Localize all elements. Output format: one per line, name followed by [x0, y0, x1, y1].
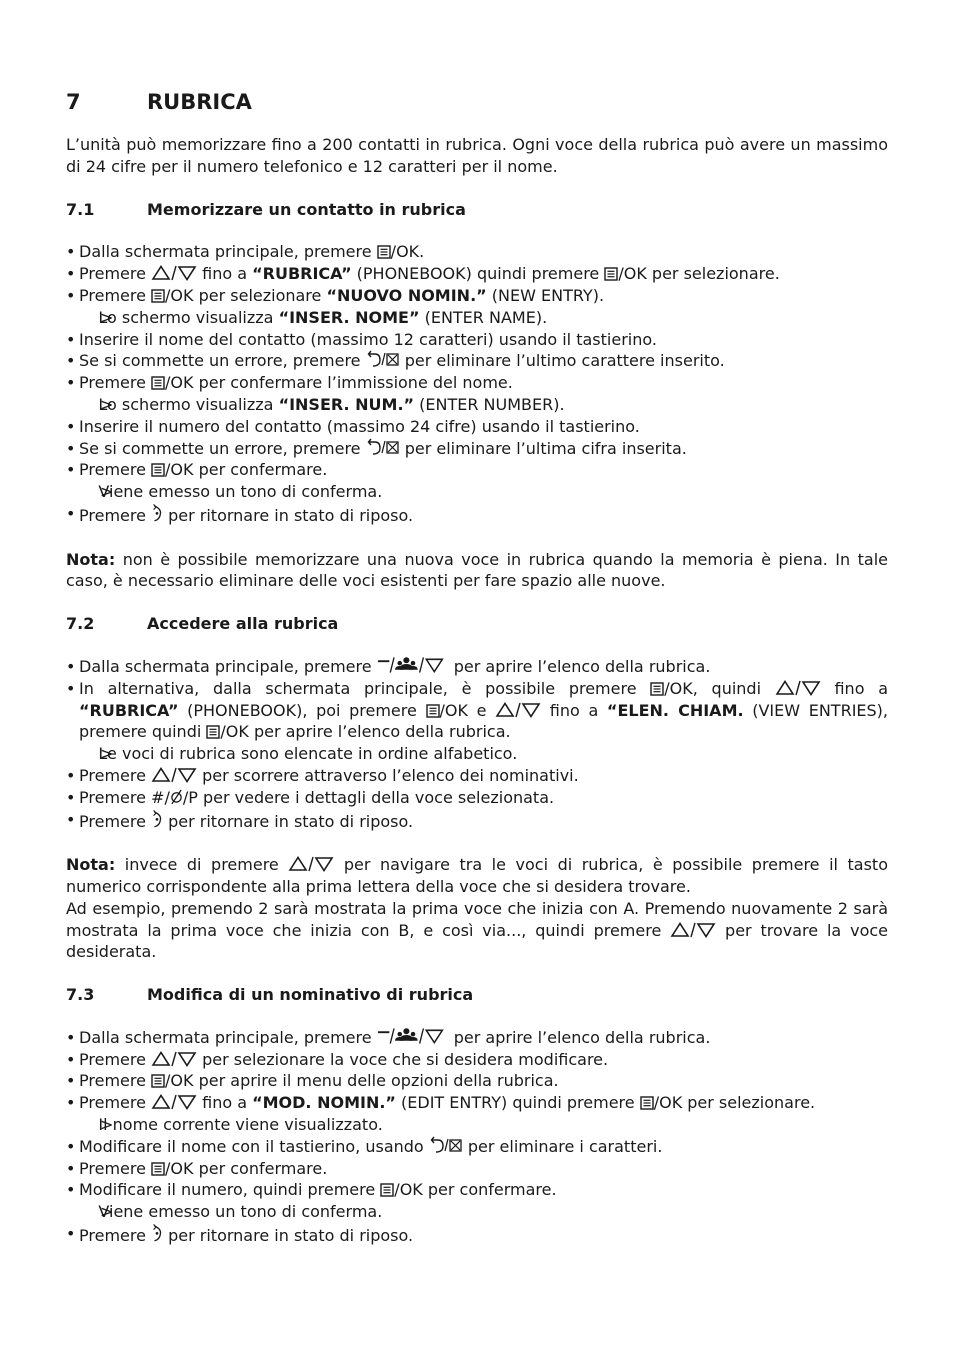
section-number: 7.2 — [66, 614, 95, 634]
menu-icon — [151, 463, 165, 477]
step-text: (NEW ENTRY). — [486, 285, 605, 305]
note-label: Nota: — [66, 549, 116, 569]
menu-icon — [640, 1096, 654, 1110]
list-item — [66, 263, 888, 285]
list-item — [66, 438, 888, 460]
step-text: Inserire il nome del contatto (massimo 12 caratteri) usando il tastierino. — [79, 329, 657, 349]
list-item — [66, 1070, 888, 1092]
step-text: Il nome corrente viene visualizzato. — [98, 1115, 383, 1135]
step-text: /OK per confermare. — [165, 460, 328, 480]
list-item — [66, 765, 888, 787]
step-text: Premere — [79, 765, 152, 785]
step-text: per eliminare i caratteri. — [462, 1136, 663, 1156]
step-text: per aprire l’elenco della rubrica. — [448, 656, 711, 676]
list-item — [66, 285, 888, 307]
step-text: Modificare il nome con il tastierino, usando — [79, 1136, 429, 1156]
step-text: /OK per confermare. — [394, 1180, 557, 1200]
step-text: /OK per selezionare — [165, 285, 327, 305]
list-item — [66, 1092, 888, 1114]
hash-key-label: #/ — [151, 787, 170, 807]
list-item — [66, 656, 888, 678]
end-call-icon — [151, 809, 163, 829]
note-text: Ad esempio, premendo 2 sarà mostrata la prima voce che inizia con A. Premendo nuovamente 2 sarà mostrata la prima voce che inizia con B, e così via..., quindi premere — [66, 898, 888, 940]
keyword: “ELEN. CHIAM. — [606, 700, 744, 720]
page-content — [66, 88, 888, 1247]
menu-icon — [650, 682, 664, 696]
keyword: “NUOVO NOMIN.” — [326, 285, 487, 305]
step-text: Se si commette un errore, premere — [79, 351, 366, 371]
section-number: 7.3 — [66, 985, 95, 1005]
up-down-icon — [151, 1051, 197, 1067]
chapter-number: 7 — [66, 90, 81, 114]
step-text: per aprire l’elenco della rubrica. — [448, 1027, 711, 1047]
menu-icon — [151, 1162, 165, 1176]
step-text: Inserire il numero del contatto (massimo 24 cifre) usando il tastierino. — [79, 416, 640, 436]
section-title: Modifica di un nominativo di rubrica — [147, 985, 474, 1005]
step-text: Dalla schermata principale, premere — [79, 656, 377, 676]
section-title: Accedere alla rubrica — [147, 614, 339, 634]
up-down-icon — [151, 767, 197, 783]
list-item — [66, 350, 888, 372]
menu-icon — [151, 1074, 165, 1088]
list-item — [66, 329, 888, 351]
up-down-icon — [495, 702, 541, 718]
menu-icon — [604, 267, 618, 281]
step-text: (PHONEBOOK) quindi premere — [351, 264, 605, 284]
step-text: Se si commette un errore, premere — [79, 438, 366, 458]
list-item — [66, 1027, 888, 1049]
keyword: “RUBRICA” — [79, 700, 179, 720]
step-text: fino a — [197, 264, 253, 284]
step-text: /OK per aprire l’elenco della rubrica. — [220, 722, 511, 742]
note-label: Nota: — [66, 855, 116, 875]
up-down-icon — [775, 680, 821, 696]
step-text: Viene emesso un tono di conferma. — [98, 1202, 383, 1222]
list-item — [66, 241, 888, 263]
step-text: /OK per confermare. — [165, 1158, 328, 1178]
step-text: Premere — [79, 505, 152, 525]
step-text: /OK per aprire il menu delle opzioni della rubrica. — [165, 1071, 559, 1091]
steps-list-7-1 — [66, 241, 888, 526]
step-text: Premere — [79, 787, 152, 807]
section-heading-7-3 — [66, 984, 888, 1006]
step-text: per ritornare in stato di riposo. — [163, 811, 414, 831]
up-down-icon — [151, 1094, 197, 1110]
step-text: /OK. — [390, 242, 425, 262]
note-text: per trovare la voce desiderata. — [66, 920, 888, 962]
menu-icon — [380, 1183, 394, 1197]
step-text: Lo schermo visualizza — [98, 307, 279, 327]
up-down-icon — [288, 856, 334, 872]
menu-icon — [377, 245, 391, 259]
phonebook-key-icon — [377, 656, 449, 674]
step-text: Premere — [79, 264, 152, 284]
mute-icon — [170, 788, 183, 805]
step-text: per ritornare in stato di riposo. — [163, 1226, 414, 1246]
section-heading-7-1 — [66, 199, 888, 221]
list-item — [66, 678, 888, 743]
step-text: (ENTER NUMBER). — [414, 394, 565, 414]
note-7-1 — [66, 549, 888, 593]
chapter-heading — [66, 88, 888, 116]
section-number: 7.1 — [66, 199, 95, 219]
list-item — [66, 416, 888, 438]
step-text: /OK e — [439, 700, 496, 720]
list-item — [66, 1136, 888, 1158]
chapter-title: RUBRICA — [147, 90, 252, 114]
up-down-icon — [151, 265, 197, 281]
step-text: per selezionare la voce che si desidera modificare. — [197, 1049, 609, 1069]
list-subitem — [66, 743, 888, 765]
keyword: “INSER. NUM.” — [278, 394, 415, 414]
list-item — [66, 809, 888, 833]
step-text: (ENTER NAME). — [419, 307, 548, 327]
back-delete-icon — [366, 350, 400, 368]
section-title: Memorizzare un contatto in rubrica — [147, 199, 466, 219]
note-7-2 — [66, 854, 888, 898]
menu-icon — [151, 376, 165, 390]
back-delete-icon — [429, 1136, 463, 1154]
phonebook-key-icon — [377, 1027, 449, 1045]
note-text: per navigare tra le voci di rubrica, è possibile premere il tasto numerico corrispondente alla prima lettera della voce che si desidera trovare. — [66, 855, 888, 896]
keyword: “MOD. NOMIN.” — [252, 1093, 396, 1113]
keyword: “RUBRICA” — [252, 264, 352, 284]
back-delete-icon — [366, 438, 400, 456]
menu-icon — [426, 704, 440, 718]
list-item — [66, 459, 888, 481]
steps-list-7-3 — [66, 1027, 888, 1247]
list-subitem — [66, 1201, 888, 1223]
step-text: Premere — [79, 1226, 152, 1246]
keyword: “INSER. NOME” — [278, 307, 420, 327]
end-call-icon — [151, 1223, 163, 1243]
step-text: Premere — [79, 373, 152, 393]
note-text: non è possibile memorizzare una nuova voce in rubrica quando la memoria è piena. In tale caso, è necessario eliminare delle voci esistenti per fare spazio alle nuove. — [66, 549, 888, 591]
step-text: Lo schermo visualizza — [98, 394, 279, 414]
list-subitem — [66, 481, 888, 503]
list-item — [66, 1158, 888, 1180]
step-text: Premere — [79, 1093, 152, 1113]
pause-key-label: /P — [182, 787, 198, 807]
step-text: /OK per selezionare. — [618, 264, 780, 284]
step-text: per eliminare l’ultima cifra inserita. — [399, 438, 687, 458]
step-text: (PHONEBOOK), poi premere — [178, 700, 426, 720]
step-text: per ritornare in stato di riposo. — [163, 505, 414, 525]
list-item — [66, 1049, 888, 1071]
step-text: (VIEW ENTRIES), premere quindi — [79, 700, 889, 742]
step-text: /OK per confermare l’immissione del nome. — [165, 373, 513, 393]
step-text: Dalla schermata principale, premere — [79, 1027, 377, 1047]
intro-paragraph: L’unità può memorizzare fino a 200 contatti in rubrica. Ogni voce della rubrica può avere un massimo di 24 cifre per il numero telefonico e 12 caratteri per il nome. — [66, 135, 888, 176]
end-call-icon — [151, 503, 163, 523]
step-text: /OK, quindi — [664, 678, 775, 698]
step-text: fino a — [820, 678, 888, 698]
step-text: Premere — [79, 1071, 152, 1091]
step-text: per eliminare l’ultimo carattere inserito. — [399, 351, 725, 371]
step-text: Premere — [79, 1158, 152, 1178]
step-text: fino a — [541, 700, 607, 720]
step-text: Premere — [79, 1049, 152, 1069]
step-text: Premere — [79, 460, 152, 480]
list-subitem — [66, 307, 888, 329]
list-item — [66, 1223, 888, 1247]
list-subitem — [66, 1114, 888, 1136]
step-text: fino a — [197, 1093, 253, 1113]
note-7-2-example — [66, 898, 888, 963]
list-item — [66, 503, 888, 527]
step-text: /OK per selezionare. — [653, 1093, 816, 1113]
step-text: Modificare il numero, quindi premere — [79, 1180, 381, 1200]
list-item — [66, 372, 888, 394]
step-text: Le voci di rubrica sono elencate in ordine alfabetico. — [98, 744, 518, 764]
section-heading-7-2 — [66, 613, 888, 635]
steps-list-7-2 — [66, 656, 888, 832]
step-text: per scorrere attraverso l’elenco dei nominativi. — [197, 765, 579, 785]
list-subitem — [66, 394, 888, 416]
up-down-icon — [670, 922, 716, 938]
list-item — [66, 787, 888, 809]
menu-icon — [206, 725, 220, 739]
menu-icon — [151, 289, 165, 303]
note-text: invece di premere — [115, 855, 289, 875]
step-text: Premere — [79, 285, 152, 305]
step-text: per vedere i dettagli della voce selezionata. — [197, 787, 555, 807]
step-text: (EDIT ENTRY) quindi premere — [395, 1093, 640, 1113]
step-text: Viene emesso un tono di conferma. — [98, 482, 383, 502]
list-item — [66, 1179, 888, 1201]
step-text: In alternativa, dalla schermata principale, è possibile premere — [79, 678, 651, 698]
step-text: Dalla schermata principale, premere — [79, 242, 377, 262]
step-text: Premere — [79, 811, 152, 831]
